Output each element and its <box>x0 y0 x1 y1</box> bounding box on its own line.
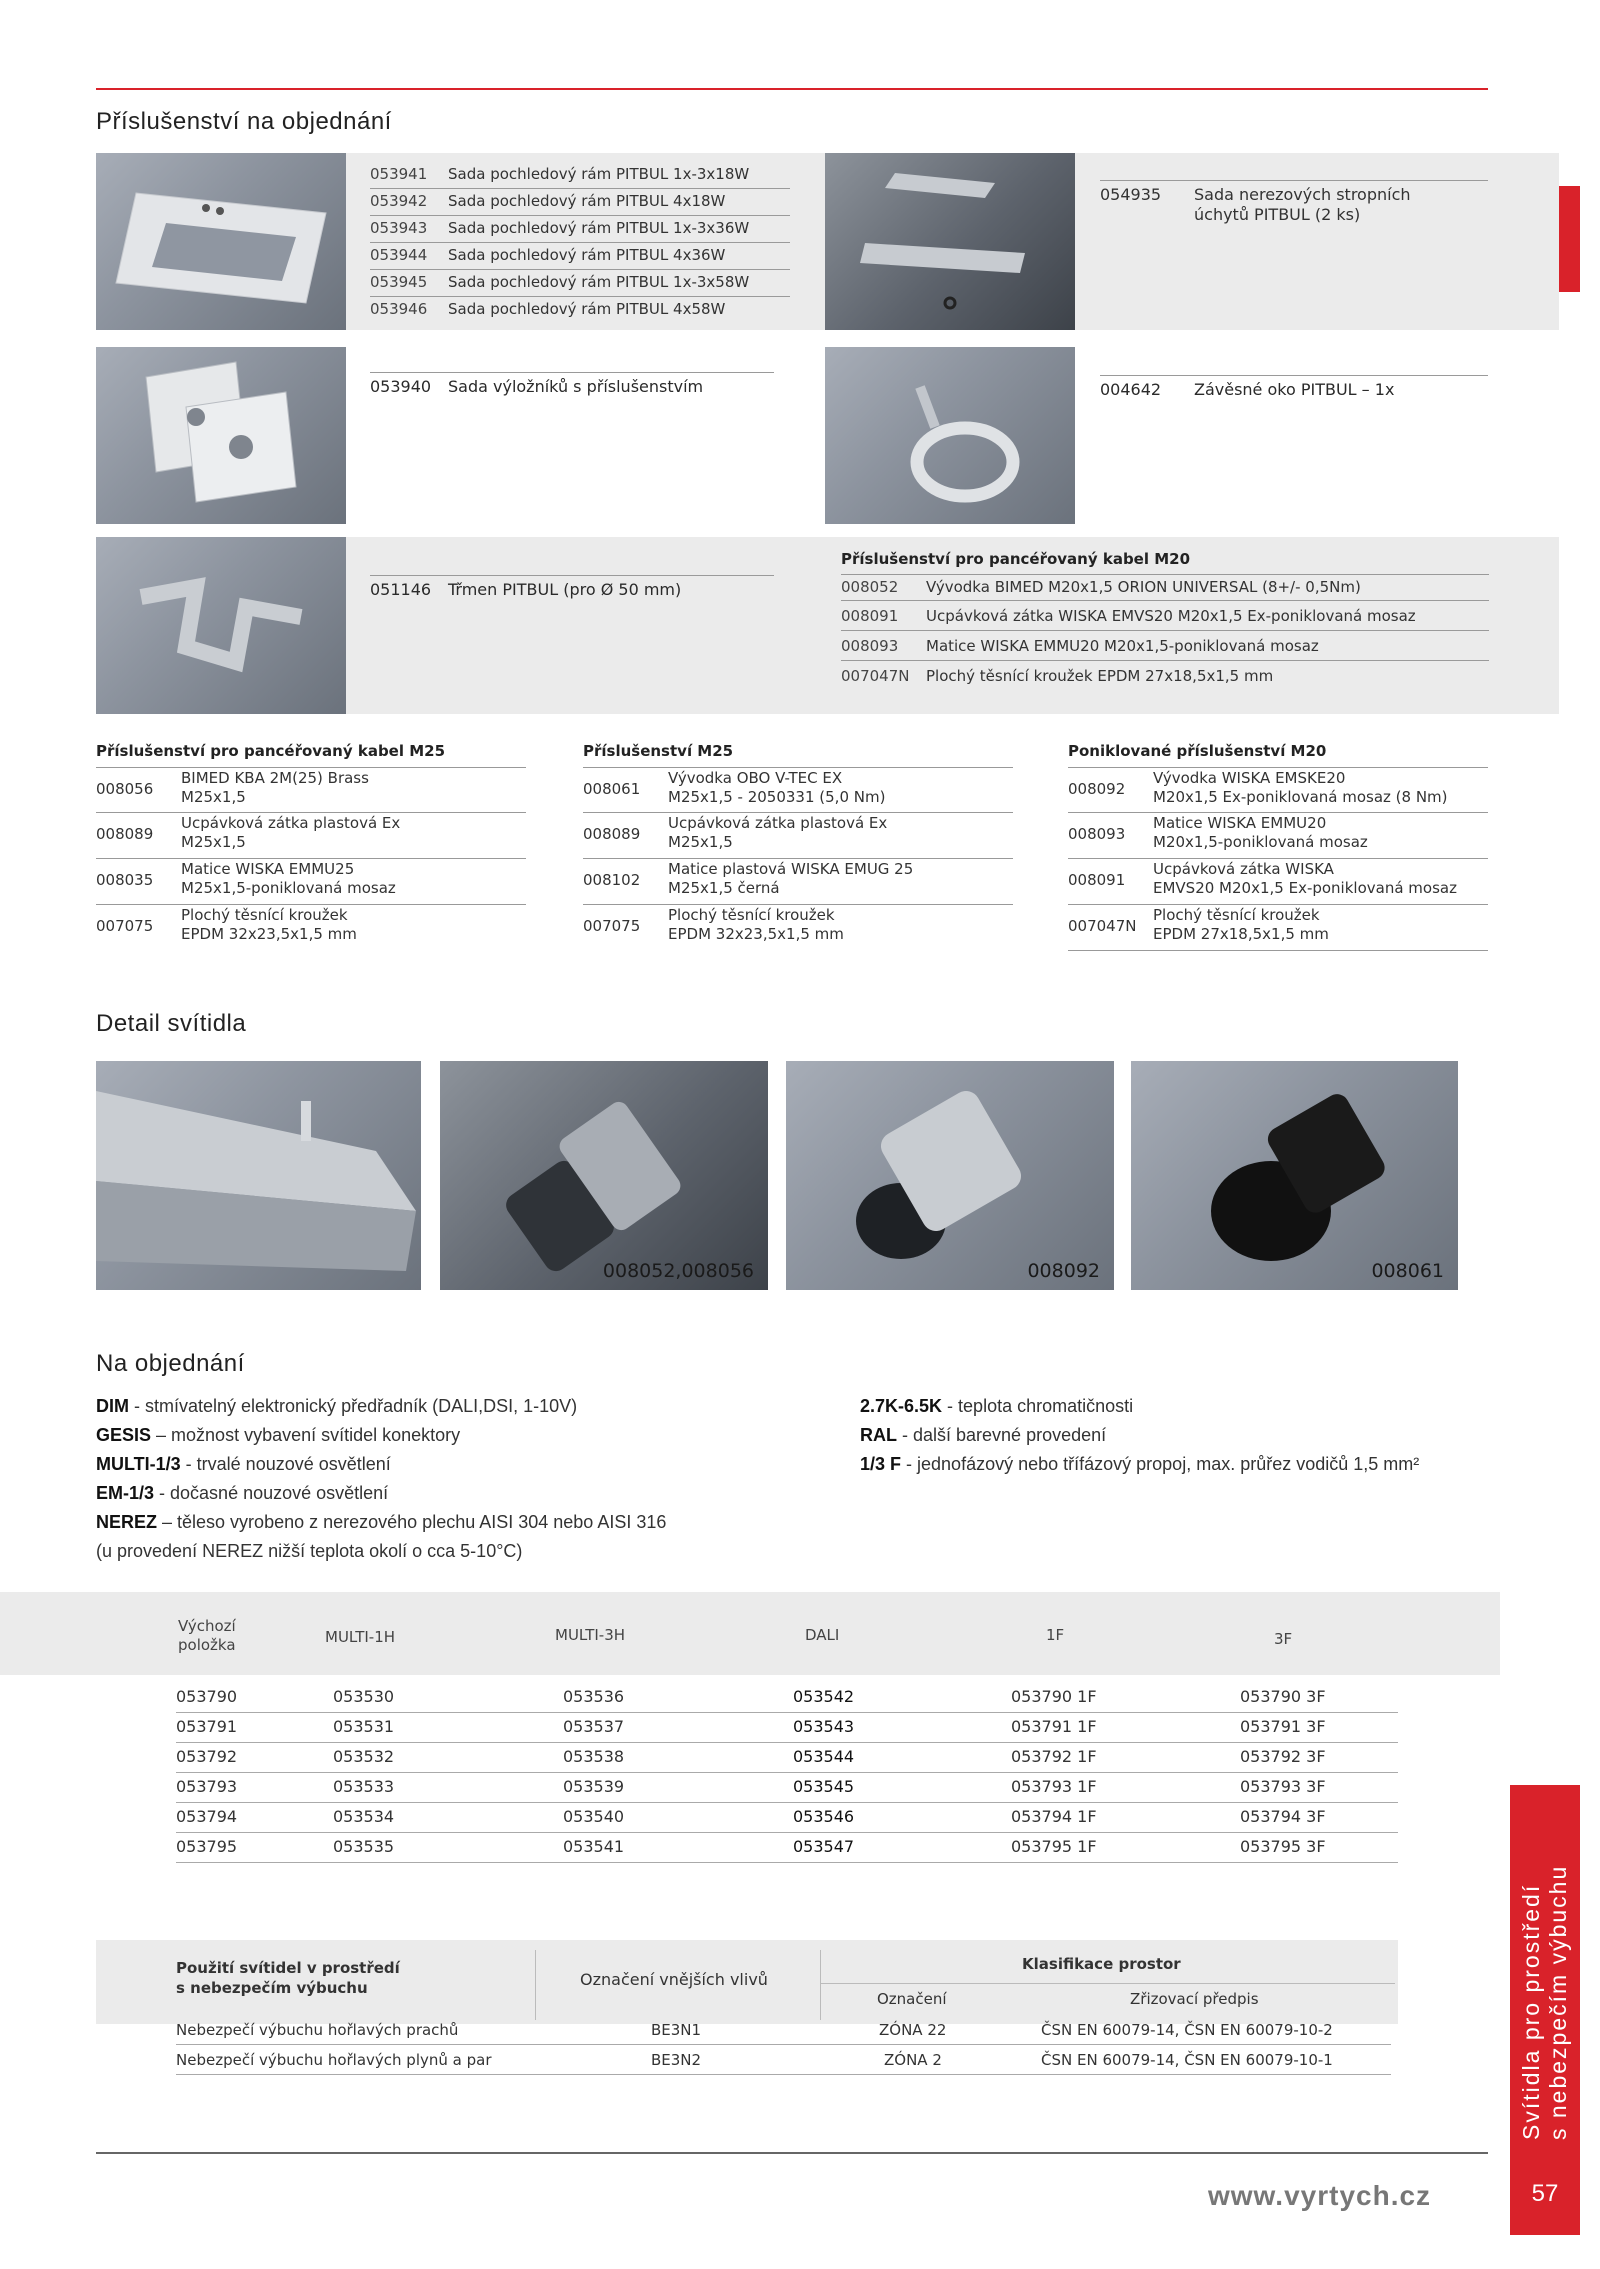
acc-table-title: Poniklované příslušenství M20 <box>1068 742 1327 760</box>
detail-photo-gland-armored <box>440 1061 768 1290</box>
product-photo-arms <box>96 347 346 524</box>
detail-photo-housing <box>96 1061 421 1290</box>
col-header: MULTI-3H <box>555 1626 626 1644</box>
legend-item: 2.7K-6.5K - teplota chromatičnosti <box>860 1396 1134 1416</box>
legend-item: EM-1/3 - dočasné nouzové osvětlení <box>96 1483 389 1503</box>
item-desc: Závěsné oko PITBUL – 1x <box>1194 380 1395 399</box>
list-item: 007047N Plochý těsnící kroužek EPDM 27x18,5x1,5 mm <box>841 667 1274 685</box>
list-item: 053944 Sada pochledový rám PITBUL 4x36W <box>370 243 790 270</box>
acc-table-title: Příslušenství pro pancéřovaný kabel M25 <box>96 742 446 760</box>
top-rule <box>96 88 1488 90</box>
list-item: 008091 Ucpávková zátka WISKA EMVS20 M20x1,5 Ex-poniklovaná mosaz <box>841 604 1489 631</box>
table-row: 007075 Plochý těsnící kroužek EPDM 32x23,5x1,5 mm <box>96 906 357 943</box>
table-cell: 053533 <box>333 1777 395 1796</box>
env-row: Nebezpečí výbuchu hořlavých prachů BE3N1 ZÓNA 22 ČSN EN 60079-14, ČSN EN 60079-10-2 <box>176 2015 1391 2045</box>
product-photo-ceiling-brackets <box>825 153 1075 330</box>
table-row <box>176 1803 1398 1833</box>
table-cell: 053546 <box>793 1807 855 1826</box>
legend-item: NEREZ – těleso vyrobeno z nerezového plechu AISI 304 nebo AISI 316 <box>96 1512 667 1532</box>
table-row: 008056 BIMED KBA 2M(25) Brass M25x1,5 <box>96 767 526 813</box>
table-cell: 053536 <box>563 1687 625 1706</box>
detail-photo-gland-plastic <box>1131 1061 1458 1290</box>
m20-armored-title: Příslušenství pro pancéřovaný kabel M20 <box>841 550 1191 568</box>
table-cell: 053538 <box>563 1747 625 1766</box>
table-row: 008035 Matice WISKA EMMU25 M25x1,5-poniklovaná mosaz <box>96 859 526 905</box>
table-cell: 053537 <box>563 1717 625 1736</box>
table-cell: 053791 1F <box>1011 1717 1097 1736</box>
table-row: 008089 Ucpávková zátka plastová Ex M25x1,5 <box>96 813 526 859</box>
table-cell: 053793 1F <box>1011 1777 1097 1796</box>
table-row: 008092 Vývodka WISKA EMSKE20 M20x1,5 Ex-poniklovaná mosaz (8 Nm) <box>1068 767 1488 813</box>
item-desc: Sada výložníků s příslušenstvím <box>448 377 704 396</box>
side-category-label: Svítidla pro prostředí s nebezpečím výbuchu <box>1518 1864 1571 2140</box>
clamp-item <box>370 575 774 599</box>
list-item: 008052 Vývodka BIMED M20x1,5 ORION UNIVERSAL (8+/- 0,5Nm) <box>841 574 1489 601</box>
table-cell: 053532 <box>333 1747 395 1766</box>
item-code: 051146 <box>370 580 432 599</box>
table-cell: 053790 <box>176 1687 238 1706</box>
gland-plastic-illustration <box>1131 1061 1458 1290</box>
acc-table-title: Příslušenství M25 <box>583 742 734 760</box>
table-cell: 053794 3F <box>1240 1807 1326 1826</box>
item-desc: Sada nerezových stropních úchytů PITBUL (2 ks) <box>1194 185 1411 224</box>
table-cell: 053790 1F <box>1011 1687 1097 1706</box>
frame-illustration <box>96 153 346 330</box>
brackets-illustration <box>825 153 1075 330</box>
legend-item: RAL - další barevné provedení <box>860 1425 1107 1445</box>
table-row <box>176 1713 1398 1743</box>
frames-list <box>370 162 790 327</box>
table-cell: 053540 <box>563 1807 625 1826</box>
gland-armored-illustration <box>440 1061 768 1290</box>
acc-table-m20-nickel <box>1068 742 1488 943</box>
env-header-class: Klasifikace prostor <box>1022 1955 1181 1973</box>
item-code: 053940 <box>370 377 432 396</box>
table-row: 007047N Plochý těsnící kroužek EPDM 27x18,5x1,5 mm <box>1068 905 1488 951</box>
table-row: 007075 Plochý těsnící kroužek EPDM 32x23,5x1,5 mm <box>583 906 844 943</box>
col-header: DALI <box>805 1626 840 1644</box>
env-header-use: Použití svítidel v prostředí s nebezpečím výbuchu <box>176 1959 400 1997</box>
housing-illustration <box>96 1061 421 1290</box>
eye-bolt-item <box>1100 375 1488 399</box>
detail-label: 008092 <box>1027 1260 1100 1282</box>
env-header-external: Označení vnějších vlivů <box>580 1970 768 1989</box>
product-photo-clamp <box>96 537 346 714</box>
list-item: 053942 Sada pochledový rám PITBUL 4x18W <box>370 189 790 216</box>
table-cell: 053534 <box>333 1807 395 1826</box>
page-number: 57 <box>1531 2180 1559 2207</box>
section-title-detail: Detail svítidla <box>96 1010 247 1037</box>
table-cell: 053794 <box>176 1807 238 1826</box>
table-cell: 053793 3F <box>1240 1777 1326 1796</box>
table-row: 008102 Matice plastová WISKA EMUG 25 M25x1,5 černá <box>583 859 1013 905</box>
col-header: MULTI-1H <box>325 1628 396 1646</box>
gland-nickel-illustration <box>786 1061 1114 1290</box>
table-cell: 053544 <box>793 1747 855 1766</box>
table-cell: 053543 <box>793 1717 855 1736</box>
col-header: Výchozí položka <box>178 1617 236 1654</box>
legend-right <box>860 1392 1500 1479</box>
env-header-norm: Zřizovací předpis <box>1130 1990 1259 2008</box>
item-code: 004642 <box>1100 380 1162 399</box>
table-cell: 053545 <box>793 1777 855 1796</box>
table-cell: 053547 <box>793 1837 855 1856</box>
list-item: 053946 Sada pochledový rám PITBUL 4x58W <box>370 300 726 318</box>
table-row: 008091 Ucpávková zátka WISKA EMVS20 M20x1,5 Ex-poniklovaná mosaz <box>1068 859 1488 905</box>
table-row: 008093 Matice WISKA EMMU20 M20x1,5-poniklovaná mosaz <box>1068 813 1488 859</box>
divider <box>820 1950 821 2020</box>
arms-illustration <box>96 347 346 524</box>
eye-bolt-illustration <box>825 347 1075 524</box>
table-row <box>176 1833 1398 1863</box>
table-row: 008061 Vývodka OBO V-TEC EX M25x1,5 - 2050331 (5,0 Nm) <box>583 767 1013 813</box>
detail-label: 008052,008056 <box>602 1260 754 1282</box>
website-link[interactable]: www.vyrtych.cz <box>1208 2180 1432 2211</box>
table-cell: 053794 1F <box>1011 1807 1097 1826</box>
table-cell: 053793 <box>176 1777 238 1796</box>
arms-item <box>370 372 774 396</box>
table-cell: 053539 <box>563 1777 625 1796</box>
legend-item: 1/3 F - jednofázový nebo třífázový propoj, max. průřez vodičů 1,5 mm² <box>860 1454 1420 1474</box>
table-row <box>176 1683 1398 1713</box>
acc-table-m25-armored <box>96 742 526 943</box>
legend-item: DIM - stmívatelný elektronický předřadník (DALI,DSI, 1-10V) <box>96 1396 578 1416</box>
table-cell: 053795 <box>176 1837 238 1856</box>
divider <box>535 1950 536 2020</box>
table-cell: 053790 3F <box>1240 1687 1326 1706</box>
table-cell: 053531 <box>333 1717 395 1736</box>
product-photo-frame <box>96 153 346 330</box>
legend-left <box>96 1392 896 1566</box>
table-row <box>176 1773 1398 1803</box>
table-cell: 053791 3F <box>1240 1717 1326 1736</box>
list-item: 053941 Sada pochledový rám PITBUL 1x-3x18W <box>370 162 790 189</box>
legend-item: GESIS – možnost vybavení svítidel konektory <box>96 1425 461 1445</box>
list-item: 053943 Sada pochledový rám PITBUL 1x-3x36W <box>370 216 790 243</box>
bottom-rule <box>96 2152 1488 2154</box>
clamp-illustration <box>96 537 346 714</box>
table-cell: 053530 <box>333 1687 395 1706</box>
section-title-order: Na objednání <box>96 1350 245 1377</box>
table-cell: 053791 <box>176 1717 238 1736</box>
ceiling-brackets-item <box>1100 180 1488 225</box>
list-item: 053945 Sada pochledový rám PITBUL 1x-3x58W <box>370 270 790 297</box>
detail-photo-gland-nickel <box>786 1061 1114 1290</box>
acc-table-m25 <box>583 742 1013 943</box>
detail-label: 008061 <box>1371 1260 1444 1282</box>
table-cell: 053535 <box>333 1837 395 1856</box>
table-row <box>176 1743 1398 1773</box>
table-cell: 053792 1F <box>1011 1747 1097 1766</box>
col-header: 3F <box>1274 1630 1293 1648</box>
divider <box>820 1983 1395 1984</box>
section-title-accessories: Příslušenství na objednání <box>96 108 392 135</box>
item-code: 054935 <box>1100 185 1162 204</box>
col-header: 1F <box>1046 1626 1065 1644</box>
table-cell: 053792 <box>176 1747 238 1766</box>
env-header-mark: Označení <box>877 1990 947 2008</box>
table-cell: 053795 1F <box>1011 1837 1097 1856</box>
env-row: Nebezpečí výbuchu hořlavých plynů a par BE3N2 ZÓNA 2 ČSN EN 60079-14, ČSN EN 60079-10-1 <box>176 2045 1391 2075</box>
table-cell: 053792 3F <box>1240 1747 1326 1766</box>
item-desc: Třmen PITBUL (pro Ø 50 mm) <box>448 580 682 599</box>
table-cell: 053542 <box>793 1687 855 1706</box>
legend-item: MULTI-1/3 - trvalé nouzové osvětlení <box>96 1454 391 1474</box>
product-photo-eye-bolt <box>825 347 1075 524</box>
legend-note: (u provedení NEREZ nižší teplota okolí o cca 5-10°C) <box>96 1541 523 1561</box>
table-row: 008089 Ucpávková zátka plastová Ex M25x1,5 <box>583 813 1013 859</box>
list-item: 008093 Matice WISKA EMMU20 M20x1,5-poniklovaná mosaz <box>841 634 1489 661</box>
table-cell: 053541 <box>563 1837 625 1856</box>
table-cell: 053795 3F <box>1240 1837 1326 1856</box>
